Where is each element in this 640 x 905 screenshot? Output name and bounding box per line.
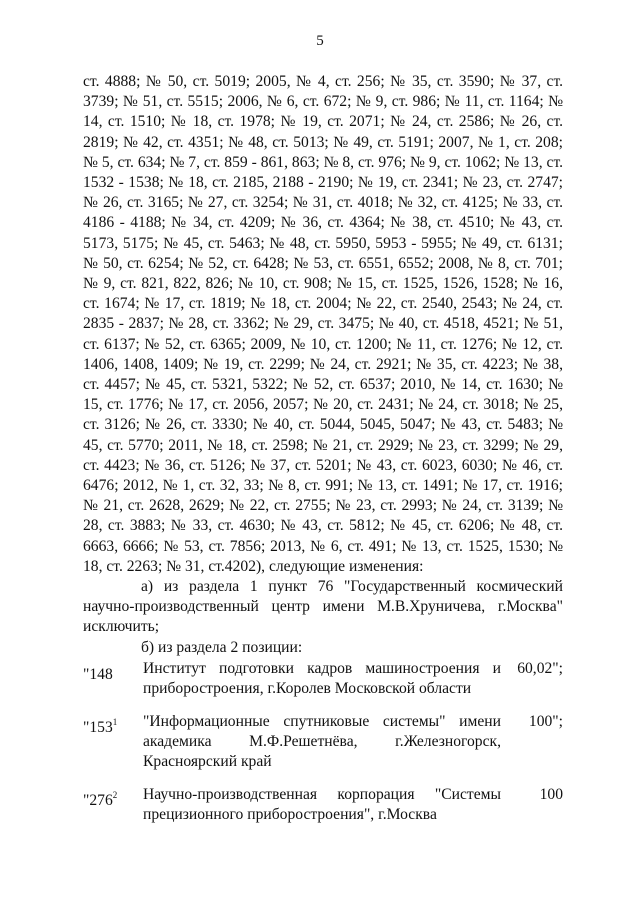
item-value: 100 xyxy=(539,785,563,803)
list-item xyxy=(83,659,563,699)
page-number: 5 xyxy=(316,33,324,49)
clause-a: а) из раздела 1 пункт 76 "Государственный космический научно-производственный центр имени М.В.Хруничева, г.Москва" исключить; xyxy=(83,578,563,636)
item-number: "$276^2$ xyxy=(83,789,118,809)
list-item xyxy=(83,712,563,772)
item-description: Институт подготовки кадров машиностроения и приборостроения, г.Королев Московской области xyxy=(143,659,501,697)
document-body xyxy=(83,72,563,825)
list-item xyxy=(83,785,563,825)
item-value: 60,02"; xyxy=(517,659,563,677)
item-description: Научно-производственная корпорация "Системы прецизионного приборостроения", г.Москва xyxy=(143,785,501,823)
item-number: "148 xyxy=(83,665,113,683)
legal-citations-paragraph: ст. 4888; № 50, ст. 5019; 2005, № 4, ст. 256; № 35, ст. 3590; № 37, ст. 3739; № 51, ст. 5515; 2006, № 6, ст. 672; № 9, ст. 986; № 11, ст. 1164; № 14, ст. 1510; № 18, ст. 1978; № 19, ст. 2071; № 24, ст. 2586; № 26, ст. 2819; № 42, ст. 4351; № 48, ст. 5013; № 49, ст. 5191; 2007, № 1, ст. 208; № 5, ст. 634; № 7, ст. 859 - 861, 863; № 8, ст. 976; № 9, ст. 1062; № 13, ст. 1532 - 1538; № 18, ст. 2185, 2188 - 2190; № 19, ст. 2341; № 23, ст. 2747; № 26, ст. 3165; № 27, ст. 3254; № 31, ст. 4018; № 32, ст. 4125; № 33, ст. 4186 - 4188; № 34, ст. 4209; № 36, ст. 4364; № 38, ст. 4510; № 43, ст. 5173, 5175; № 45, ст. 5463; № 48, ст. 5950, 5953 - 5955; № 49, ст. 6131; № 50, ст. 6254; № 52, ст. 6428; № 53, ст. 6551, 6552; 2008, № 8, ст. 701; № 9, ст. 821, 822, 826; № 10, ст. 908; № 15, ст. 1525, 1526, 1528; № 16, ст. 1674; № 17, ст. 1819; № 18, ст. 2004; № 22, ст. 2540, 2543; № 24, ст. 2835 - 2837; № 28, ст. 3362; № 29, ст. 3475; № 40, ст. 4518, 4521; № 51, ст. 6137; № 52, ст. 6365; 2009, № 10, ст. 1200; № 11, ст. 1276; № 12, ст. 1406, 1408, 1409; № 19, ст. 2299; № 24, ст. 2921; № 35, ст. 4223; № 38, ст. 4457; № 45, ст. 5321, 5322; № 52, ст. 6537; 2010, № 14, ст. 1630; № 15, ст. 1776; № 17, ст. 2056, 2057; № 20, ст. 2431; № 24, ст. 3018; № 25, ст. 3126; № 26, ст. 3330; № 40, ст. 5044, 5045, 5047; № 43, ст. 5483; № 45, ст. 5770; 2011, № 18, ст. 2598; № 21, ст. 2929; № 23, ст. 3299; № 29, ст. 4423; № 36, ст. 5126; № 37, ст. 5201; № 43, ст. 6023, 6030; № 46, ст. 6476; 2012, № 1, ст. 32, 33; № 8, ст. 991; № 13, ст. 1491; № 17, ст. 1916; № 21, ст. 2628, 2629; № 22, ст. 2755; № 23, ст. 2993; № 24, ст. 3139; № 28, ст. 3883; № 33, ст. 4630; № 43, ст. 5812; № 45, ст. 6206; № 48, ст. 6663, 6666; № 53, ст. 7856; 2013, № 6, ст. 491; № 13, ст. 1525, 1530; № 18, ст. 2263; № 31, ст.4202), следующие изменения: xyxy=(83,73,563,575)
item-description: "Информационные спутниковые системы" имени академика М.Ф.Решетнёва, г.Железногорск, Красноярский край xyxy=(143,712,501,770)
item-value: 100"; xyxy=(528,712,563,730)
item-number: "$153^1$ xyxy=(83,716,118,736)
clause-b-intro: б) из раздела 2 позиции: xyxy=(141,638,303,656)
